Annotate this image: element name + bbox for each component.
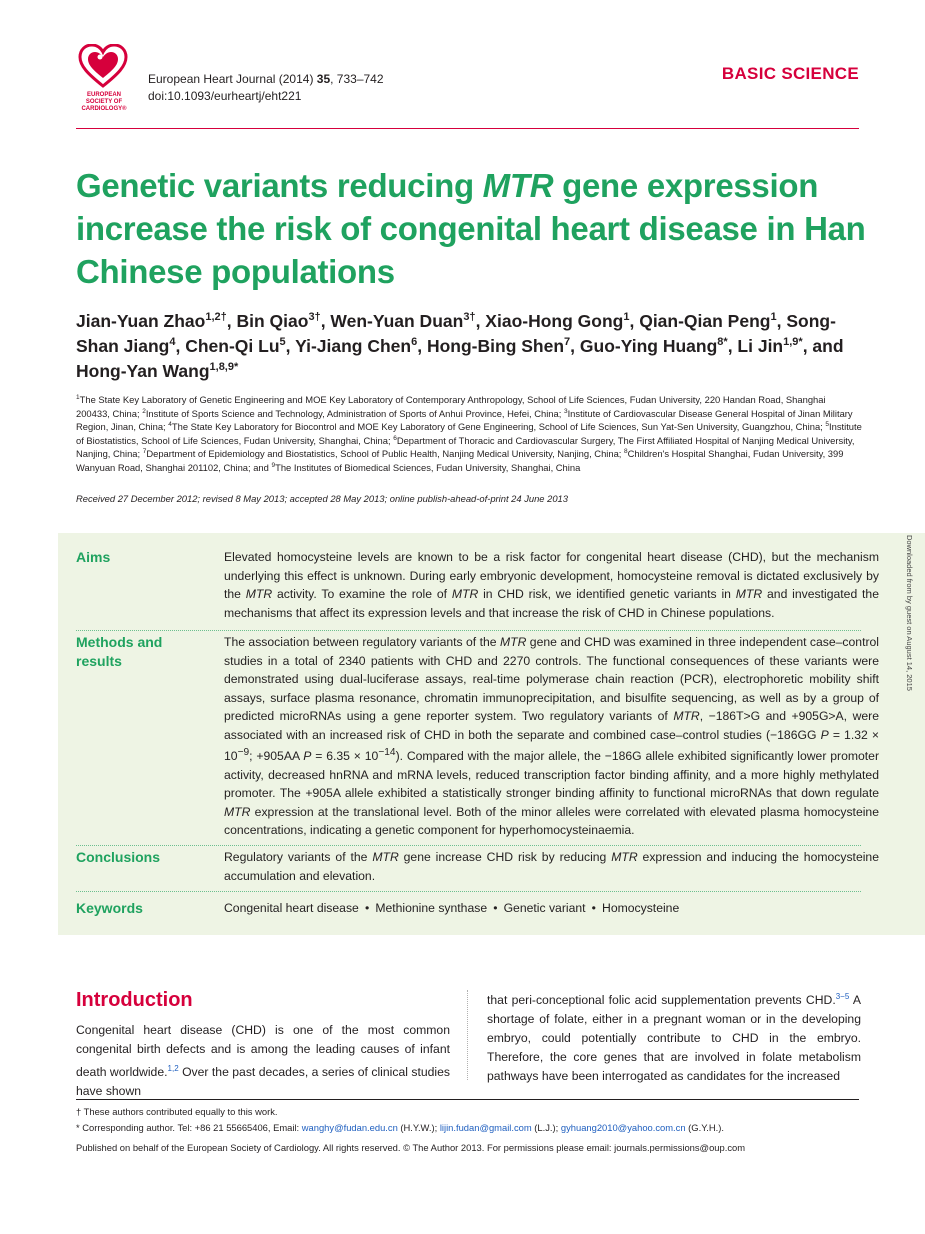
abstract-text [224, 848, 879, 885]
keyword: Homocysteine [602, 901, 680, 915]
text-run: , −186T>G and +905G>A, were associated with an increased risk of CHD in both the separate and combined case–control studies (−186GG [224, 709, 879, 742]
keyword-bullet-icon: • [358, 901, 376, 915]
doi: doi:10.1093/eurheartj/eht221 [148, 89, 302, 103]
italic-run: MTR [245, 587, 273, 601]
italic-run: MTR [224, 804, 251, 819]
affiliation-marker: 4 [168, 421, 172, 429]
keyword: Methionine synthase [375, 901, 488, 915]
author-name: Jian-Yuan Zhao [76, 311, 206, 331]
italic-run: MTR [735, 587, 763, 601]
journal-name: European Heart Journal (2014) [148, 72, 314, 86]
footnote-corresponding [76, 1121, 866, 1134]
author-name: Yi-Jiang Chen [295, 336, 412, 356]
author-affiliation-marker: 5 [279, 336, 286, 349]
corr-name: (G.Y.H.). [685, 1122, 724, 1133]
journal-volume: 35 [316, 72, 331, 86]
article-title [76, 164, 866, 293]
heart-logo-icon [78, 44, 128, 88]
author-name: Bin Qiao [236, 311, 309, 331]
author-name: Wen-Yuan Duan [330, 311, 464, 331]
text-run: that peri-conceptional folic acid supplementation prevents CHD. [487, 993, 836, 1007]
author-separator: , [285, 336, 296, 356]
abstract-heading: Conclusions [76, 849, 161, 865]
affiliation-marker: 7 [142, 448, 147, 456]
title-part: Genetic variants reducing [76, 167, 483, 204]
abstract-heading: Keywords [76, 900, 143, 916]
title-gene: MTR [482, 167, 554, 204]
affiliation-text: Institute of Cardiovascular Disease General Hospital of Jinan Military Region, Jinan, China; [76, 407, 853, 433]
author-separator: , [175, 336, 186, 356]
abstract-heading: Aims [76, 549, 111, 565]
affiliation-marker: 8 [624, 448, 628, 456]
text-run: Over the past decades, a series of clinical studies have shown [76, 1065, 450, 1098]
text-run: expression and inducing the homocysteine accumulation and elevation. [224, 850, 879, 883]
author-affiliation-marker: 8* [717, 336, 728, 349]
author-name: Guo-Ying Huang [579, 336, 718, 356]
text-run: ; +905AA [249, 749, 304, 764]
keyword-list [224, 899, 879, 918]
journal-pages: , 733–742 [330, 72, 384, 86]
author-list [76, 309, 876, 384]
download-note [903, 535, 915, 715]
reference-citation[interactable]: 1,2 [167, 1064, 179, 1073]
email-link[interactable]: gyhuang2010@yahoo.com.cn [560, 1122, 686, 1133]
affiliation-marker: 1 [76, 393, 80, 401]
affiliation-text: The State Key Laboratory of Genetic Engineering and MOE Key Laboratory of Contemporary Anthropology, School of Life Sciences, Fudan University, 220 Handan Road, Shanghai 200433, China; [76, 394, 826, 419]
author-separator: , [417, 336, 427, 356]
italic-run: P [820, 727, 829, 742]
received-dates: Received 27 December 2012; revised 8 May 2013; accepted 28 May 2013; online publish-ahead-of-print 24 June 2013 [76, 493, 568, 504]
introduction-right-column [487, 987, 861, 1086]
email-link[interactable]: lijin.fudan@gmail.com [439, 1122, 532, 1133]
italic-run: MTR [499, 635, 527, 649]
affiliation-text: Institute of Sports Science and Technology, Administration of Sports of Anhui Province, Hefei, China; [145, 407, 564, 419]
author-affiliation-marker: 7 [564, 336, 571, 349]
affiliation-marker: 3 [563, 407, 568, 415]
footnote-rule [76, 1099, 859, 1100]
journal-citation [148, 71, 384, 105]
author-name: Hong-Yan Wang [76, 361, 210, 381]
keyword-bullet-icon: • [487, 901, 504, 915]
keyword: Congenital heart disease [224, 901, 359, 915]
text-run: in CHD risk, we identified genetic variants in [478, 587, 736, 601]
affiliation-text: Department of Epidemiology and Biostatistics, School of Public Health, Nanjing Medical University, Nanjing, China; [146, 448, 625, 460]
text-run: A shortage of folate, either in a pregnant woman or in the developing embryo, could potentially contribute to CHD in the embryo. Therefore, the core genes that are involved in folate metabolism pathways have been interrogated as candidates for the increased [487, 993, 861, 1083]
author-separator: , [727, 336, 738, 356]
author-affiliation-marker: 4 [169, 336, 176, 349]
superscript-run: −14 [378, 747, 396, 758]
esc-logo [72, 44, 136, 118]
footnote-equal-contribution: † These authors contributed equally to this work. [76, 1106, 278, 1117]
section-label: BASIC SCIENCE [721, 64, 859, 83]
introduction-left-column [76, 1021, 450, 1101]
author-name: Chen-Qi Lu [185, 336, 280, 356]
text-run: Regulatory variants of the [224, 850, 373, 864]
keyword-bullet-icon: • [585, 901, 603, 915]
text-run: Elevated homocysteine levels are known to be a risk factor for congenital heart disease (CHD), but the mechanism underlying this effect is unknown. During early embryonic development, homocysteine removal is dictated exclusively by the [224, 550, 879, 601]
text-run: ). Compared with the major allele, the −186G allele exhibited significantly lower promoter activity, decreased hnRNA and mRNA levels, reduced transcription factor binding affinity, and a more highly methylated promoter. The +905A allele exhibited a statistically stronger binding affinity to functional microRNAs that down regulate [224, 749, 880, 801]
dotted-divider [76, 891, 861, 892]
affiliation-text: Children's Hospital Shanghai, Fudan University, 399 Wanyuan Road, Shanghai 201102, China; and [76, 448, 844, 473]
text-run: gene increase CHD risk by reducing [398, 850, 612, 864]
text-run: gene and CHD was examined in three independent case–control studies in a total of 2340 patients with CHD and 2270 controls. The functional consequences of these variants were demonstrated using dual-luciferase assays, real-time polymerase chain reaction (PCR), electrophoretic mobility shift assays, surface plasma resonance, chromatin immunoprecipitation, and bisulfite sequencing, as well as by a group of predicted microRNAs using a gene reporter system. Two regulatory variants of [224, 635, 880, 723]
text-run: and investigated the mechanisms that affect its expression levels and that increase the risk of CHD in Chinese populations. [224, 587, 879, 620]
abstract-text [224, 548, 879, 622]
corr-prefix: * Corresponding author. Tel: +86 21 55665406, Email: [76, 1122, 302, 1133]
corr-name: (H.Y.W.); [397, 1122, 440, 1133]
introduction-heading: Introduction [76, 989, 193, 1011]
author-affiliation-marker: 1 [770, 311, 777, 324]
author-name: Xiao-Hong Gong [485, 311, 624, 331]
author-name: Hong-Bing Shen [426, 336, 565, 356]
reference-citation[interactable]: 3−5 [835, 992, 850, 1001]
footnote-publisher: Published on behalf of the European Society of Cardiology. All rights reserved. © The Author 2013. For permissions please email: journals.permissions@oup.com [76, 1142, 746, 1153]
italic-run: MTR [372, 850, 399, 864]
italic-run: P [303, 749, 312, 764]
logo-line: CARDIOLOGY® [81, 106, 127, 112]
text-run: = 1.32 × 10 [224, 727, 879, 764]
affiliation-marker: 5 [825, 421, 829, 429]
author-name: Li Jin [737, 336, 784, 356]
affiliation-text: The State Key Laboratory for Biocontrol and MOE Key Laboratory of Gene Engineering, School of Life Sciences, Sun Yat-Sen University, Guangzhou, China; [171, 421, 826, 433]
abstract-heading: Methods and results [76, 634, 163, 669]
author-affiliation-marker: 3† [308, 311, 321, 324]
italic-run: MTR [611, 850, 638, 864]
author-separator: , [320, 311, 331, 331]
affiliation-marker: 6 [393, 434, 397, 442]
affiliation-text: Department of Thoracic and Cardiovascular Surgery, The First Affiliated Hospital of Nanjing Medical University, Nanjing, China; [76, 434, 855, 460]
superscript-run: −9 [237, 747, 250, 758]
keyword: Genetic variant [503, 901, 586, 915]
text-run: activity. To examine the role of [272, 587, 452, 601]
text-run: Congenital heart disease (CHD) is one of the most common congenital birth defects and is among the leading causes of infant death worldwide. [76, 1023, 450, 1079]
header-rule [76, 128, 859, 129]
author-name: Song-Shan Jiang [76, 311, 836, 356]
author-separator: , [226, 311, 237, 331]
download-note-text: Downloaded from by guest on August 14, 2015 [905, 535, 914, 691]
affiliations [76, 393, 862, 475]
logo-line: EUROPEAN [86, 92, 121, 98]
title-part: gene expression increase the risk of congenital heart disease in Han Chinese populations [76, 167, 866, 290]
corr-name: (L.J.); [531, 1122, 561, 1133]
structured-abstract [58, 533, 925, 935]
text-run: = 6.35 × 10 [311, 749, 379, 764]
italic-run: MTR [673, 709, 700, 723]
abstract-text [224, 633, 879, 840]
author-affiliation-marker: 3† [463, 311, 476, 324]
author-affiliation-marker: 1,9* [783, 336, 803, 349]
author-separator: , [629, 311, 640, 331]
author-affiliation-marker: 1,2† [205, 311, 227, 324]
affiliation-text: Institute of Biostatistics, School of Life Sciences, Fudan University, Shanghai, China; [76, 421, 862, 446]
email-link[interactable]: wanghy@fudan.edu.cn [301, 1122, 398, 1133]
author-separator: , and [802, 336, 844, 356]
column-separator [467, 990, 468, 1080]
author-affiliation-marker: 1 [623, 311, 630, 324]
text-run: The association between regulatory variants of the [224, 635, 500, 649]
author-affiliation-marker: 6 [411, 336, 418, 349]
italic-run: MTR [451, 587, 479, 601]
author-name: Qian-Qian Peng [639, 311, 771, 331]
author-affiliation-marker: 1,8,9* [209, 361, 239, 374]
affiliation-marker: 9 [271, 461, 276, 469]
dotted-divider [76, 845, 861, 846]
dotted-divider [76, 630, 861, 631]
affiliation-marker: 2 [142, 407, 146, 415]
logo-line: SOCIETY OF [85, 99, 123, 105]
author-separator: , [475, 311, 486, 331]
affiliation-text: The Institutes of Biomedical Sciences, Fudan University, Shanghai, China [275, 461, 581, 473]
text-run: expression at the translational level. Both of the minor alleles were correlated with elevated plasma homocysteine concentrations, indicating a genetic component for hyperhomocysteinaemia. [224, 804, 879, 838]
author-separator: , [570, 336, 580, 356]
author-separator: , [776, 311, 787, 331]
